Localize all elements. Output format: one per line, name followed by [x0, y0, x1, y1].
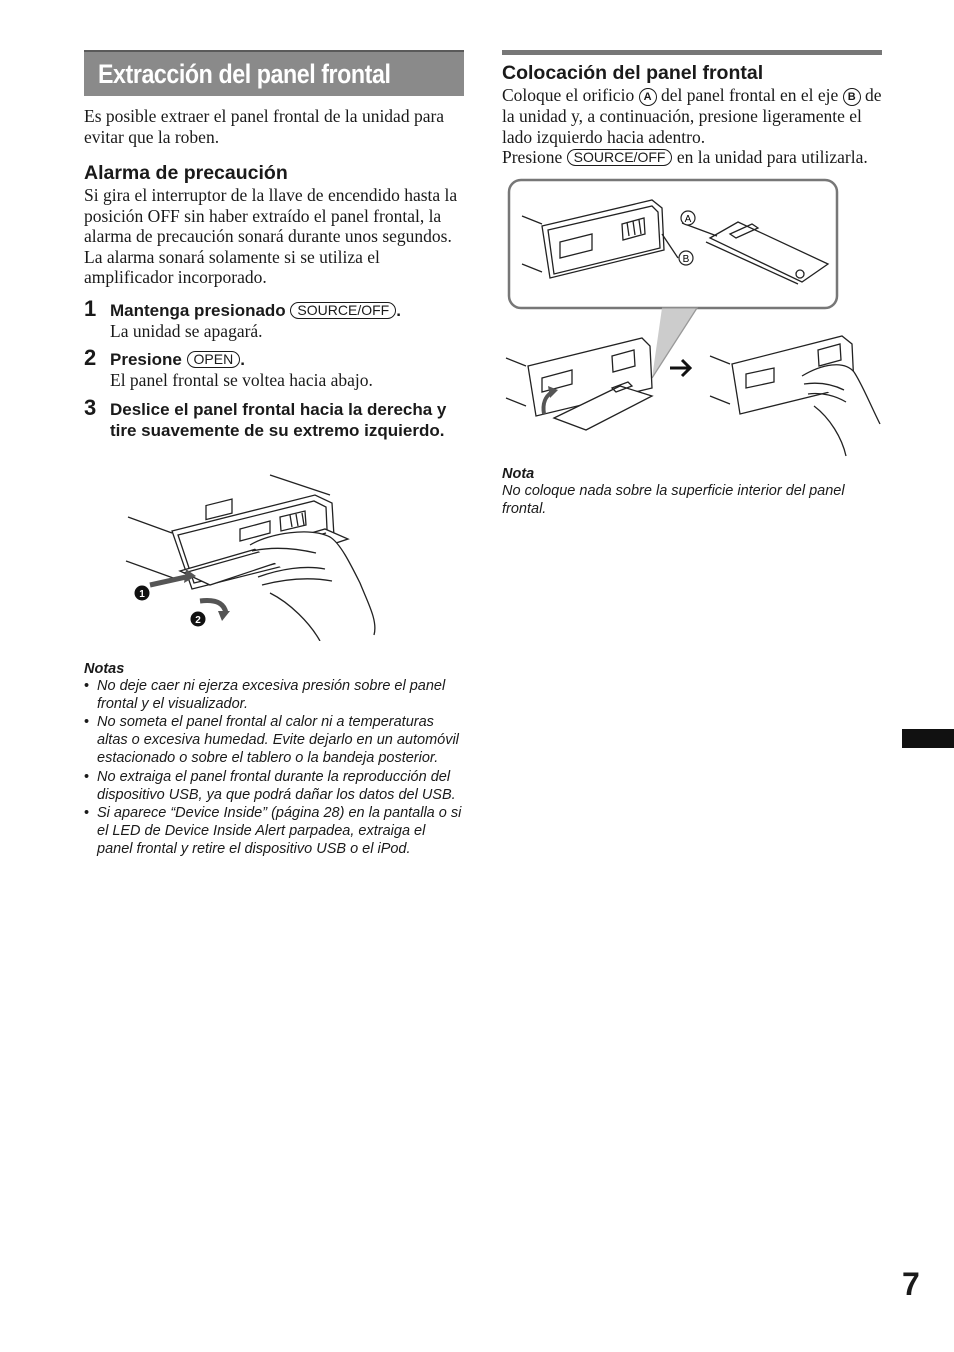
- step-3: [84, 394, 464, 441]
- step-instruction: Deslice el panel frontal hacia la derecha y tire suavemente de su extremo izquierdo.: [110, 399, 447, 440]
- attach-illustration: [502, 178, 882, 460]
- svg-text:1: 1: [139, 588, 145, 600]
- intro-paragraph: Es posible extraer el panel frontal de la unidad para evitar que la roben.: [84, 106, 445, 147]
- next-arrow-icon: [670, 360, 690, 376]
- notes-title: Notas: [84, 660, 125, 677]
- removal-figure: [120, 473, 380, 641]
- mark-b: B: [843, 88, 861, 106]
- notes-section: [84, 661, 464, 859]
- section-title: Extracción del panel frontal: [98, 58, 391, 89]
- source-off-key: SOURCE/OFF: [567, 149, 673, 166]
- note-item: • No someta el panel frontal al calor ni a temperaturas altas o excesiva humedad. Evite dejarlo en un automóvil estacionado o sobre el tablero o la bandeja posterior.: [84, 713, 464, 768]
- note-text: No coloque nada sobre la superficie interior del panel frontal.: [502, 482, 845, 517]
- attach-figure: [502, 178, 882, 460]
- attach-paragraph: Coloque el orificio A del panel frontal en el eje B de la unidad y, a continuación, presione ligeramente el lado izquierdo hacia adentro. Presione SOURCE/OFF en la unidad para utilizarla.: [502, 85, 882, 167]
- notes-list: [84, 677, 464, 859]
- note-item: • Si aparece “Device Inside” (página 28) en la pantalla o si el LED de Device Inside Alert parpadea, extraiga el panel frontal y retire el dispositivo USB o el iPod.: [84, 804, 464, 859]
- svg-text:2: 2: [195, 614, 201, 626]
- note-section: [502, 466, 882, 518]
- alarm-paragraph-2: La alarma sonará solamente si se utiliza el amplificador incorporado.: [84, 246, 380, 287]
- svg-text:B: B: [682, 253, 690, 265]
- step-number: 1: [84, 295, 97, 321]
- note-title: Nota: [502, 465, 535, 482]
- attach-heading: Colocación del panel frontal: [502, 62, 764, 84]
- svg-text:A: A: [684, 213, 692, 225]
- open-key: OPEN: [187, 351, 241, 368]
- step-result: El panel frontal se voltea hacia abajo.: [110, 370, 373, 390]
- mark-a: A: [639, 88, 657, 106]
- step-number: 3: [84, 394, 97, 420]
- note-item: • No deje caer ni ejerza excesiva presión sobre el panel frontal y el visualizador.: [84, 677, 464, 713]
- source-off-key: SOURCE/OFF: [290, 302, 396, 319]
- push-arrow-icon: [150, 577, 186, 585]
- page-number: 7: [902, 1266, 920, 1302]
- section-title-bar: [84, 50, 464, 96]
- alarm-heading: Alarma de precaución: [84, 162, 288, 184]
- step-number: 2: [84, 345, 97, 370]
- right-column: [502, 50, 882, 518]
- left-column: [84, 50, 464, 859]
- step-2: [84, 345, 464, 391]
- step-result: La unidad se apagará.: [110, 320, 263, 341]
- step-instruction: Mantenga presionado SOURCE/OFF .: [110, 300, 401, 320]
- step-instruction: Presione OPEN .: [110, 350, 245, 369]
- heading-rule: [502, 50, 882, 55]
- thumb-index-tab: [902, 729, 954, 748]
- note-item: • No extraiga el panel frontal durante la reproducción del dispositivo USB, ya que podrá dañar los datos del USB.: [84, 768, 464, 804]
- removal-illustration: [120, 473, 464, 641]
- step-1: [84, 295, 464, 342]
- alarm-paragraph-1: Si gira el interruptor de la llave de encendido hasta la posición OFF sin haber extraído el panel frontal, la alarma de precaución sonará durante unos segundos.: [84, 185, 458, 246]
